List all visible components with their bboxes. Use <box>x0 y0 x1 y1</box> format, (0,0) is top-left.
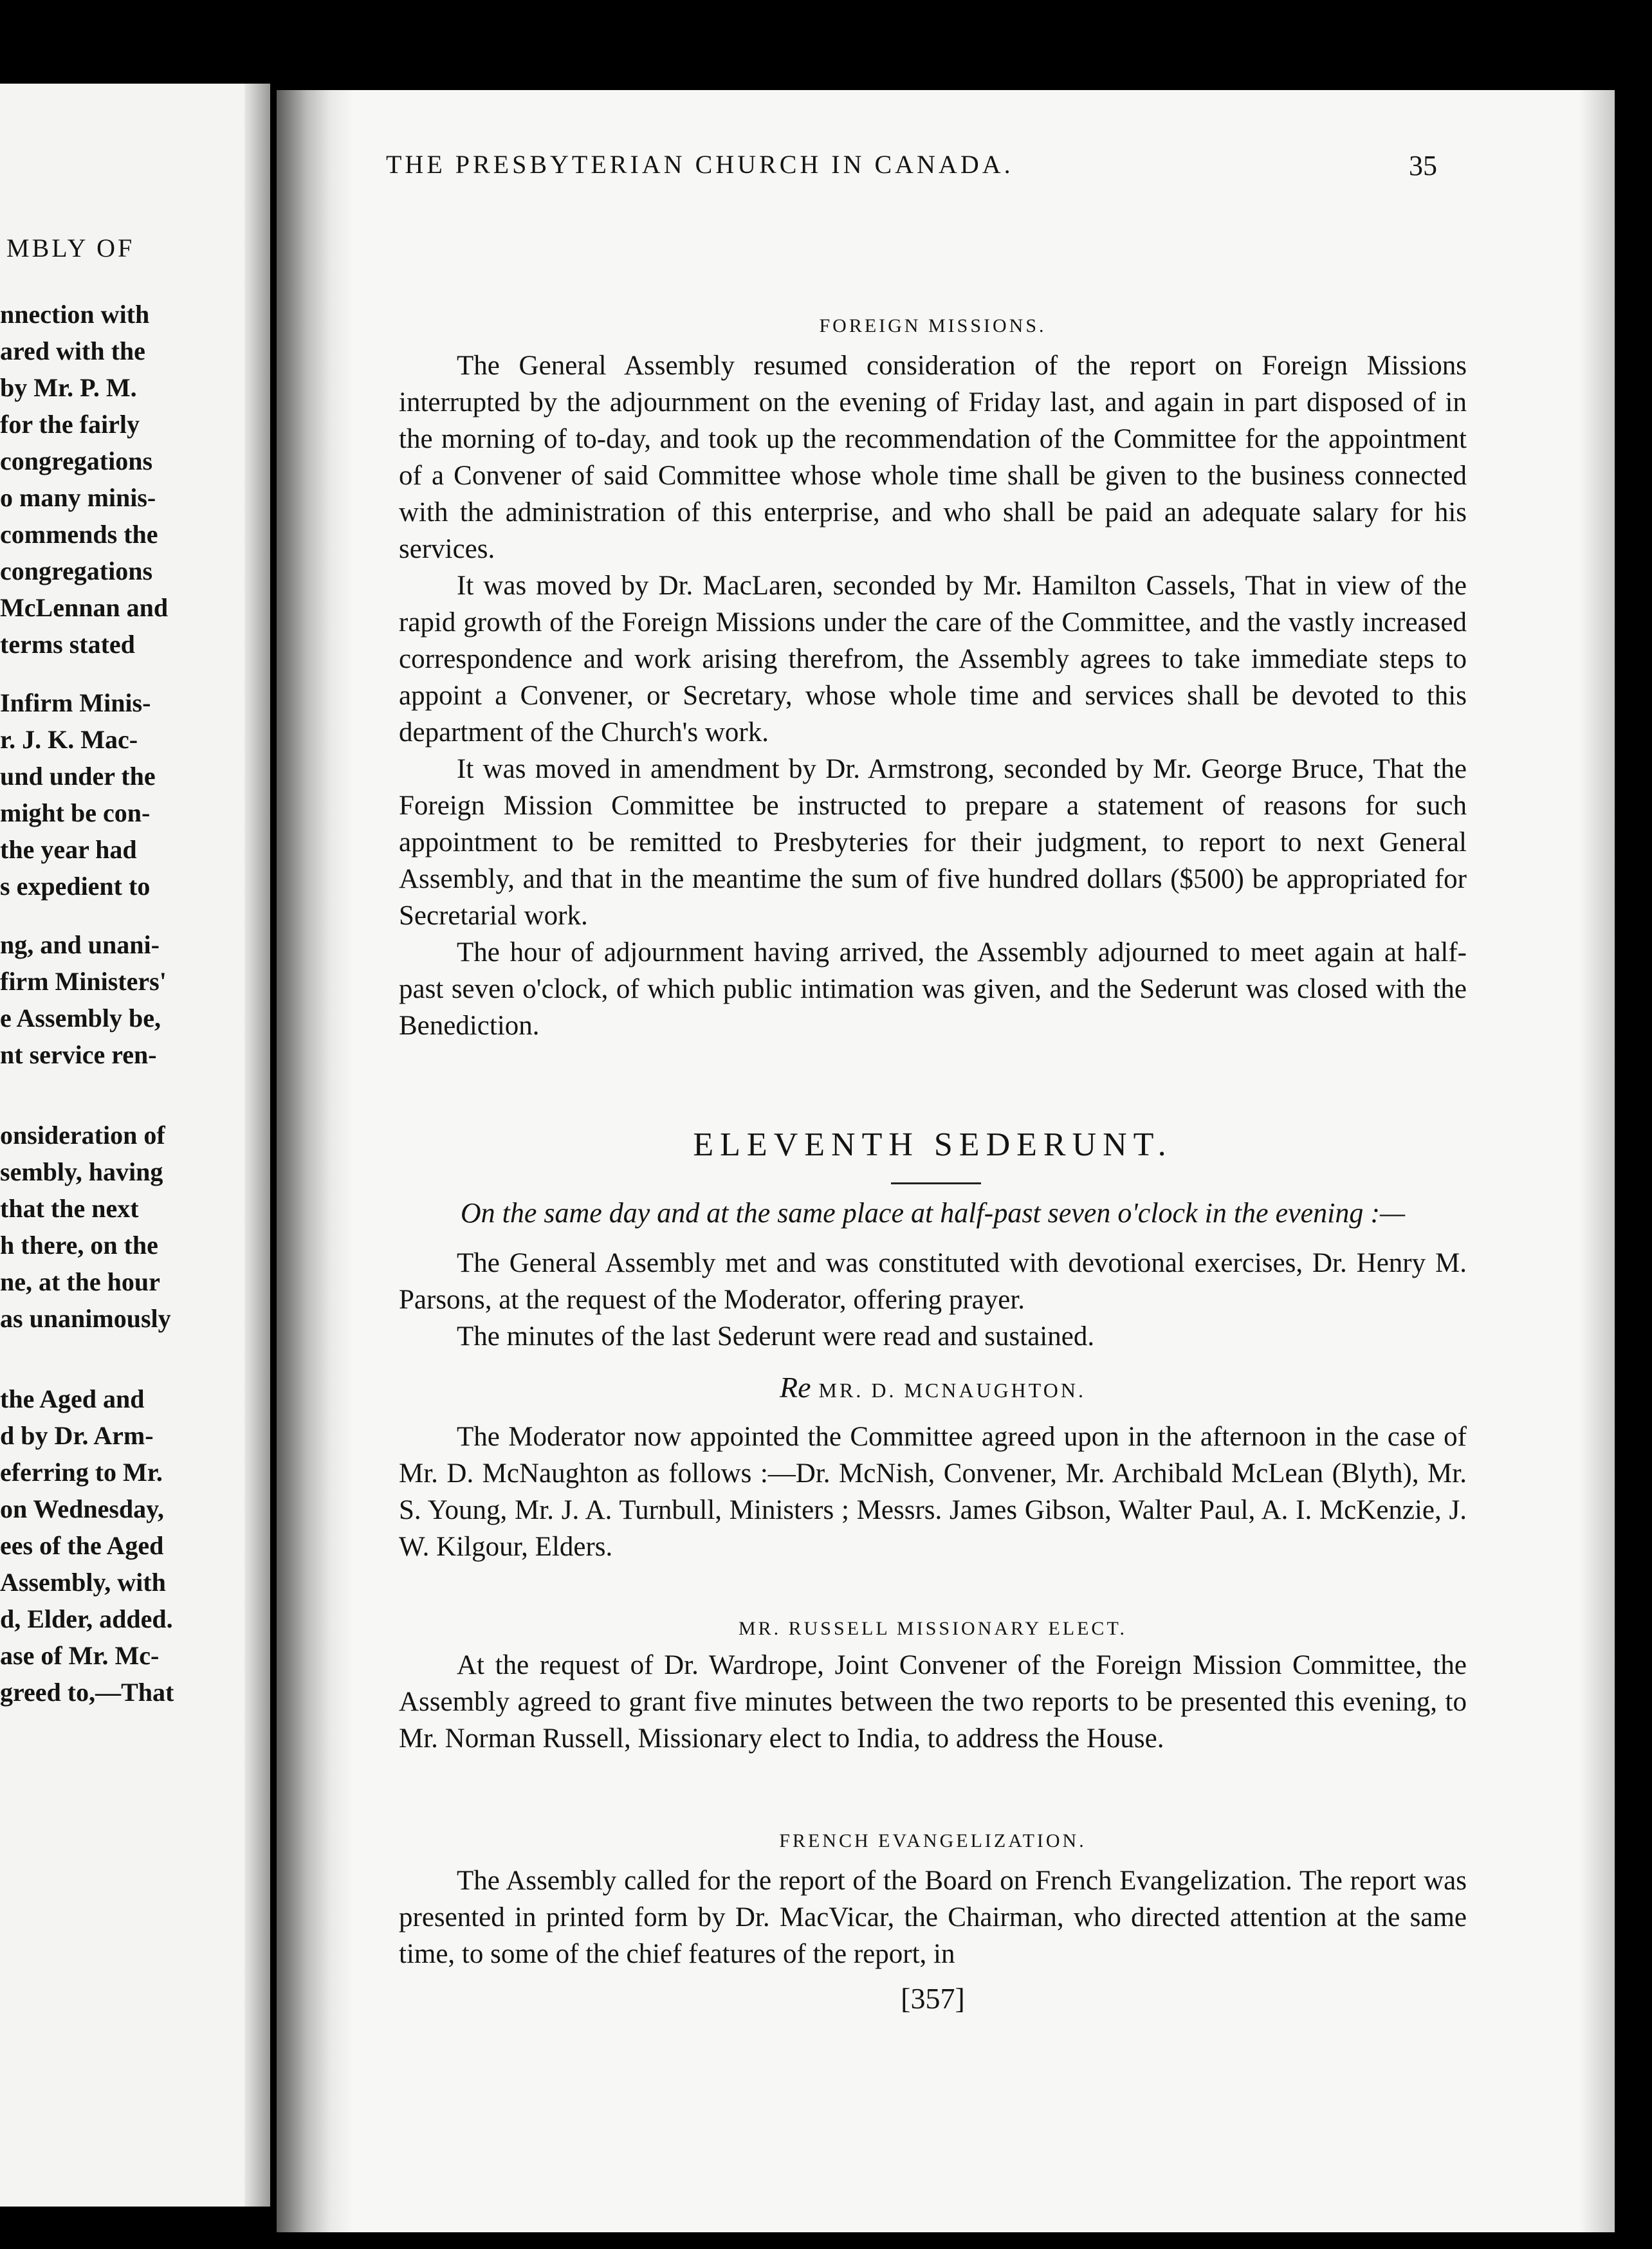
left-text-line: ees of the Aged <box>0 1531 164 1560</box>
left-text-line: eferring to Mr. <box>0 1458 163 1487</box>
paragraph: The Assembly called for the report of the Board on French Evangelization. The report was presented in printed form by Dr. MacVicar, the Chairman, who directed attention at the same time, to some of the chief features of the report, in <box>399 1866 1467 1969</box>
paragraph: The Moderator now appointed the Committee agreed upon in the afternoon in the case of Mr. D. McNaughton as follows :—Dr. McNish, Convener, Mr. Archibald McLean (Blyth), Mr. S. Young, Mr. J. A. Turnbull, Ministers ; Messrs. James Gibson, Walter Paul, A. I. McKenzie, J. W. Kilgour, Elders. <box>399 1422 1467 1562</box>
left-text-line: the Aged and <box>0 1384 145 1413</box>
left-text-line: commends the <box>0 520 158 549</box>
left-text-line: might be con- <box>0 798 151 827</box>
left-text-line: firm Ministers' <box>0 967 167 996</box>
running-head: THE PRESBYTERIAN CHURCH IN CANADA. <box>386 150 1014 179</box>
paragraph: It was moved by Dr. MacLaren, seconded by Mr. Hamilton Cassels, That in view of the rapid growth of the Foreign Missions under the care of the Committee, and the vastly increased correspondence and work arising therefrom, the Assembly agrees to take immediate steps to appoint a Convener, or Secretary, whose whole time and services shall be devoted to this department of the Church's work. <box>399 571 1467 748</box>
left-text-line: terms stated <box>0 630 135 659</box>
sederunt-section <box>399 1245 1467 1355</box>
russell-section <box>399 1647 1467 1757</box>
foreign-missions-heading: FOREIGN MISSIONS. <box>819 315 1047 336</box>
left-text-line: McLennan and <box>0 593 169 622</box>
left-text-line: ng, and unani- <box>0 930 160 959</box>
left-running-head: MBLY OF <box>6 234 135 262</box>
section-rule <box>891 1182 981 1184</box>
left-text-line: ared with the <box>0 336 145 365</box>
left-text-line: sembly, having <box>0 1157 163 1186</box>
left-text-line: as unanimously <box>0 1304 171 1333</box>
eleventh-sederunt-title: ELEVENTH SEDERUNT. <box>693 1126 1173 1163</box>
left-text-line: greed to,—That <box>0 1678 174 1707</box>
foreign-missions-section <box>399 347 1467 1044</box>
sederunt-intro: On the same day and at the same place at half-past seven o'clock in the evening :— <box>460 1197 1406 1229</box>
left-text-line: nnection with <box>0 300 150 329</box>
page-number: 35 <box>1409 150 1437 181</box>
left-text-line: o many minis- <box>0 483 156 512</box>
left-text-line: on Wednesday, <box>0 1494 164 1523</box>
left-gutter <box>244 84 270 2207</box>
mcnaughton-section <box>399 1418 1467 1565</box>
left-text-line: by Mr. P. M. <box>0 373 137 402</box>
left-text-line: ne, at the hour <box>0 1267 160 1296</box>
left-text-line: ase of Mr. Mc- <box>0 1641 160 1670</box>
left-text-line: nt service ren- <box>0 1040 157 1069</box>
heading-text: MR. D. MCNAUGHTON. <box>818 1379 1086 1402</box>
paragraph: The General Assembly met and was constituted with devotional exercises, Dr. Henry M. Parsons, at the request of the Moderator, offering prayer. <box>399 1248 1467 1315</box>
paragraph: At the request of Dr. Wardrope, Joint Convener of the Foreign Mission Committee, the Assembly agreed to grant five minutes between the two reports to be presented this evening, to Mr. Norman Russell, Missionary elect to India, to address the House. <box>399 1650 1467 1754</box>
left-text-line: d by Dr. Arm- <box>0 1421 154 1450</box>
bottom-page-number: [357] <box>901 1982 965 2015</box>
left-text-line: s expedient to <box>0 872 151 901</box>
left-text-line: onsideration of <box>0 1121 165 1150</box>
russell-heading: MR. RUSSELL MISSIONARY ELECT. <box>738 1618 1128 1639</box>
left-text-line: the year had <box>0 835 137 864</box>
left-text-line: d, Elder, added. <box>0 1604 173 1633</box>
paragraph: The General Assembly resumed consideration of the report on Foreign Missions interrupted by the adjournment on the evening of Friday last, and again in part disposed of in the morning of to-day, and took up the recommendation of the Committee for the appointment of a Convener of said Committee whose whole time shall be given to the business connected with the administration of this enterprise, and who shall be paid an adequate salary for his services. <box>399 351 1467 564</box>
french-evangelization-heading: FRENCH EVANGELIZATION. <box>779 1830 1087 1851</box>
heading-prefix: Re <box>780 1371 811 1404</box>
paragraph: The minutes of the last Sederunt were read and sustained. <box>457 1321 1095 1352</box>
mcnaughton-heading <box>399 1370 1467 1404</box>
paragraph: The hour of adjournment having arrived, the Assembly adjourned to meet again at half-past seven o'clock, of which public intimation was given, and the Sederunt was closed with the Benediction. <box>399 937 1467 1041</box>
left-text-line: Assembly, with <box>0 1568 166 1597</box>
french-evangelization-section <box>399 1862 1467 1972</box>
left-text-line: h there, on the <box>0 1231 158 1260</box>
left-text-line: und under the <box>0 762 156 791</box>
left-text-line: r. J. K. Mac- <box>0 725 138 754</box>
left-text-line: for the fairly <box>0 410 140 439</box>
page-edge-shadow <box>1579 90 1615 2232</box>
left-page <box>0 84 270 2207</box>
book-spine-shadow <box>277 90 354 2232</box>
paragraph: It was moved in amendment by Dr. Armstrong, seconded by Mr. George Bruce, That the Foreign Mission Committee be instructed to prepare a statement of reasons for such appointment to be remitted to Presbyteries for their judgment, to report to next General Assembly, and that in the meantime the sum of five hundred dollars ($500) be appropriated for Secretarial work. <box>399 754 1467 931</box>
left-text-line: that the next <box>0 1194 139 1223</box>
left-text-line: congregations <box>0 556 153 585</box>
left-text-line: congregations <box>0 446 153 475</box>
left-text-line: e Assembly be, <box>0 1004 161 1033</box>
left-text-line: Infirm Minis- <box>0 688 151 717</box>
